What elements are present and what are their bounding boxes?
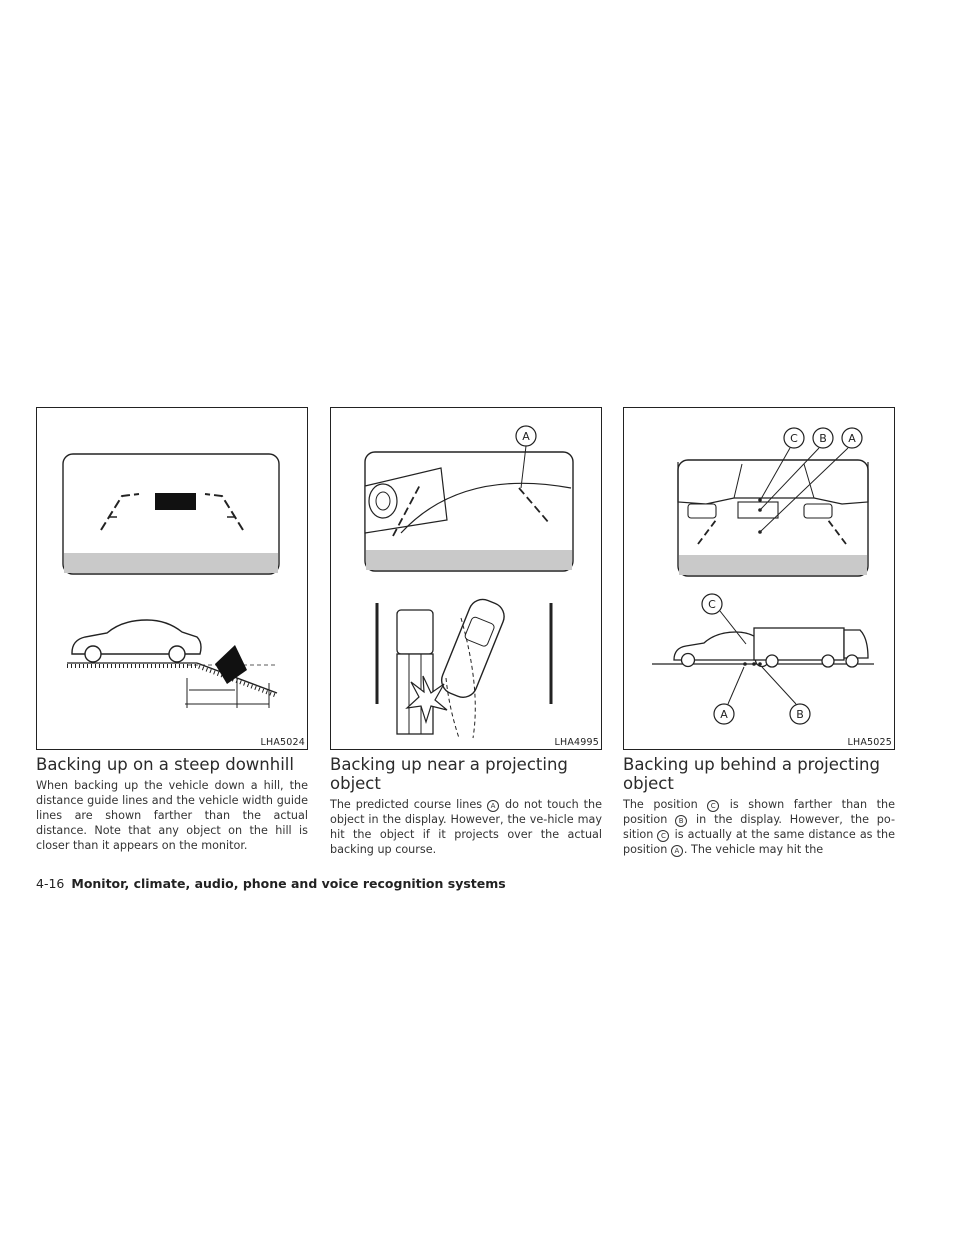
callout-c-label: C (708, 598, 716, 611)
figure-projecting-object (330, 407, 602, 750)
section-title: Monitor, climate, audio, phone and voice recognition systems (71, 876, 506, 891)
paragraph-text: is shown farther than the position (623, 798, 896, 826)
callout-c-label: C (790, 432, 798, 445)
paragraph-text: The position (623, 798, 708, 811)
page-footer (36, 876, 506, 891)
callout-a-label: A (720, 708, 728, 721)
section-paragraph (330, 797, 602, 857)
behind-projecting-object-illustration (624, 408, 894, 749)
figure-id: LHA5024 (260, 737, 305, 748)
paragraph-text: . The vehicle may hit the (683, 843, 824, 856)
paragraph-text: is actually at the same distance as the position (623, 828, 895, 856)
section-paragraph (36, 778, 308, 853)
ref-a-marker: A (487, 800, 499, 812)
projecting-object-illustration (331, 408, 601, 749)
figure-id: LHA4995 (554, 737, 599, 748)
paragraph-text: in the display. However, the po-sition (623, 813, 895, 841)
section-heading: Backing up on a steep downhill (36, 755, 294, 774)
paragraph-text: The predicted course lines (330, 798, 488, 811)
figure-id: LHA5025 (847, 737, 892, 748)
ref-a-marker: A (671, 845, 683, 857)
figure-behind-projecting-object (623, 407, 895, 750)
section-heading: Backing up behind a projecting object (623, 755, 880, 793)
figure-steep-downhill (36, 407, 308, 750)
callout-a-label: A (522, 430, 530, 443)
callout-b-label: B (796, 708, 804, 721)
ref-b-marker: B (675, 815, 687, 827)
ref-c-marker: C (707, 800, 719, 812)
column-steep-downhill (36, 407, 308, 853)
paragraph-text: do not touch the object in the display. However, the ve-hicle may hit the object if it projects over the actual backing up course. (330, 798, 602, 856)
callout-a-label: A (848, 432, 856, 445)
steep-downhill-illustration (37, 408, 307, 749)
column-projecting-object (330, 407, 602, 857)
section-heading: Backing up near a projecting object (330, 755, 568, 793)
callout-b-label: B (819, 432, 827, 445)
ref-c-marker: C (657, 830, 669, 842)
paragraph-text: When backing up the vehicle down a hill, the distance guide lines and the vehicle width guide lines are shown farther than the actual distance. Note that any object on the hill is closer than it appears on the monitor. (36, 779, 308, 852)
page-number: 4-16 (36, 876, 65, 891)
section-paragraph (623, 797, 895, 857)
column-behind-projecting-object (623, 407, 895, 857)
